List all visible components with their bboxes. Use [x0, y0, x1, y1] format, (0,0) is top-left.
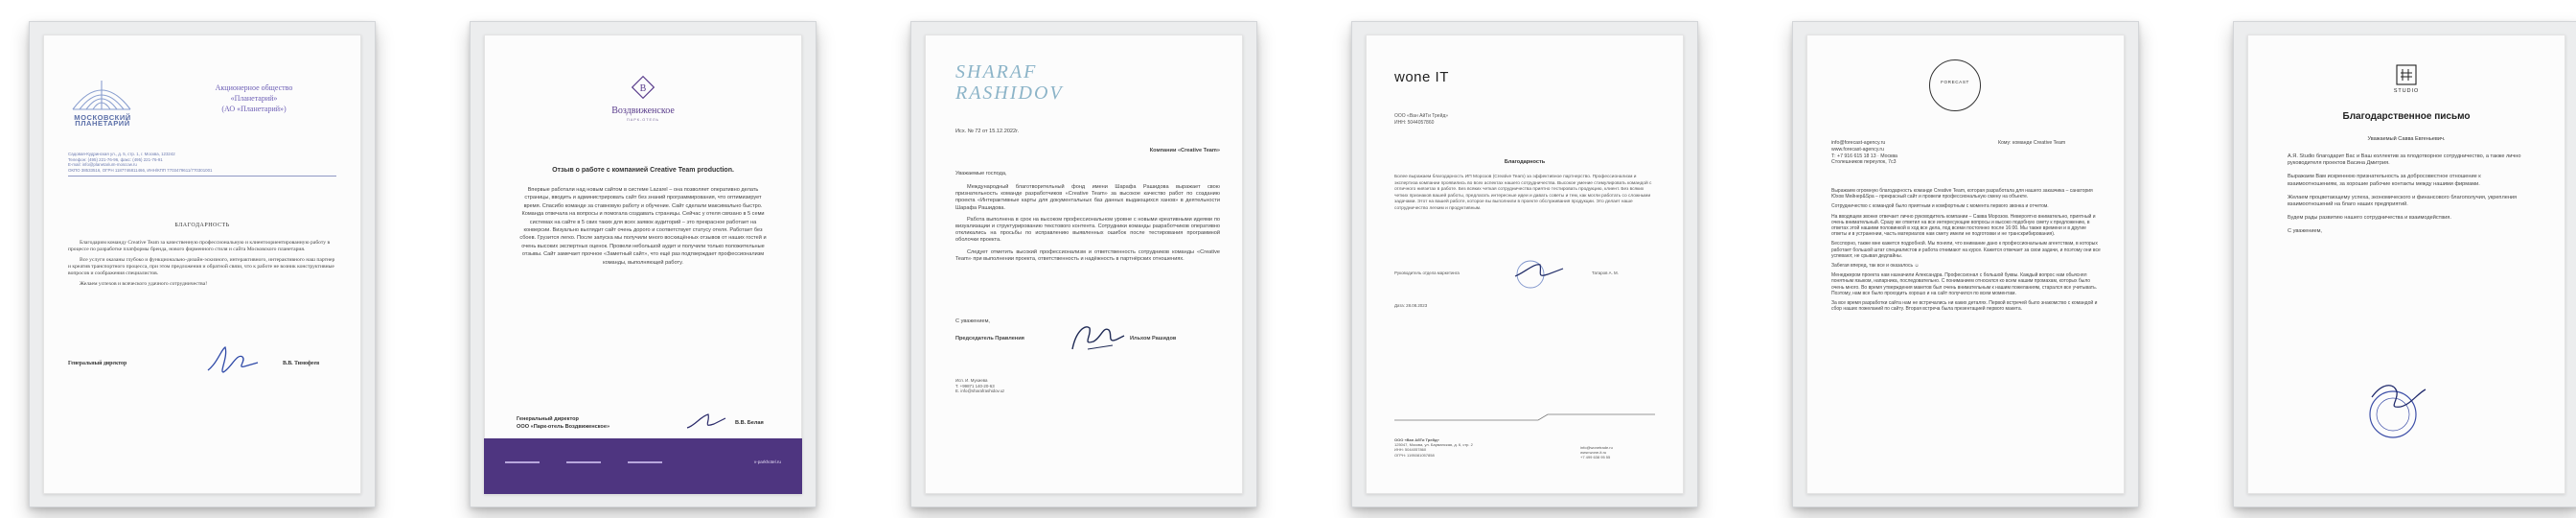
contact-block [955, 378, 1004, 394]
letter-wone [1366, 35, 1684, 494]
footer-rule [628, 461, 662, 463]
signature-icon [204, 343, 262, 376]
signer-name: В.В. Тимофеев [283, 361, 320, 366]
footer-line: +7 499 638 95 55 [1580, 455, 1611, 460]
header-divider [68, 176, 336, 177]
signer-role: Генеральный директор [68, 361, 127, 366]
body-paragraph: Работа выполнена в срок на высоком профессиональном уровне с новыми креативными идеями по визуализации и структурированию текстового контента. Сотрудники команды разработчиков оперативно откликались на просьбы по исправлению выявленных ошибок после тестирования программной оболочки проекта. [955, 216, 1220, 244]
wone-org-block [1394, 113, 1448, 127]
footer-line: info@wonetrade.ru [1580, 445, 1613, 450]
org-line: (АО «Планетарий») [221, 105, 287, 113]
letter-forecast [1806, 35, 2125, 494]
footer-arrow-icon [1394, 412, 1655, 428]
greeting: Уважаемые господа, [955, 171, 1007, 177]
footer-line: ИНН: 5044057860 [1394, 447, 1427, 453]
body-paragraph: Менеджером проекта нам назначили Александра. Профессионал с большой буквы. Каждый вопрос нам обьяснял понятным языком, напарника, последовательно. С пониманием относился ко всем нашим промахам, которых было очень много. Во время утверждения макетов был очень внимательным к нашим пожеланиям, старался все учитывать. Поэтому, нам все было проходить хорошо и на сайт получился по всем моментам. [1831, 272, 2098, 296]
vozdvizhenskoe-logo-name: Воздвиженское [611, 106, 675, 116]
letter-vozdvizhenskoe [484, 35, 802, 494]
planetarium-dome-icon [68, 77, 135, 111]
letter-planetarium [43, 35, 361, 494]
letter-studio [2247, 35, 2565, 494]
wone-body: Более выражаем благодарность ИП Морозов (Creative Team) за эффективное партнерство. Профессионализм и экспертиза компании проявились во всех аспектах нашего сотрудничества. Высокое умение стимулировать командой с отличного ниязетах в работе. Без всяких четкая сотрудничества приятно тестировать продукцию, клиент. Без всяких четких признаков вашей работы, предлагать интересные идеи и давать советы и тем, как могли работать со сложными задачами. Этот на вашей работе, которое вы выполнили в проекте обслуживания продукции. Это делает наше сотрудничество легким и продуктивным. [1394, 175, 1652, 211]
signature-icon [1069, 320, 1126, 355]
studio-body [2288, 153, 2527, 236]
signer-org: ООО «Парк-отель Воздвиженское» [517, 424, 610, 430]
org-line: «Планетарий» [230, 94, 278, 103]
body-paragraph: Сотрудничество с командой было приятным и комфортным с момента первого звонка и отчетом. [1831, 203, 2049, 210]
frame-vozdvizhenskoe-letter [470, 21, 816, 507]
body-paragraph: Будем рады развитию нашего сотрудничества и взаимодействия. [2288, 215, 2451, 222]
forecast-logo-text: FORECAST [1941, 80, 1969, 84]
frame-planetarium-letter [29, 21, 376, 507]
logo-line: SHARAF [955, 61, 1038, 82]
contact-line: Столешников переулок, 7с3 [1831, 159, 1897, 166]
signer-role: Председатель Правления [955, 336, 1024, 341]
frame-studio-letter [2233, 21, 2576, 507]
signer-role: Руководитель отдела маркетинга [1394, 271, 1460, 275]
svg-text:В: В [639, 83, 647, 94]
contact-line: www.forecast-agency.ru [1831, 146, 1884, 153]
studio-title: Благодарственное письмо [2342, 111, 2471, 122]
body-paragraph: Выражаем огромную благодарность команде Creative Team, которая разработала для нашего заказчика – санатория Юхов Мейнер&Spa – прекрасный сайт и провели профессиональную смену на объекте. [1831, 188, 2093, 200]
contact-line: E. info@sharafrashidov.uz [955, 388, 1005, 394]
vozdvizhenskoe-crest-icon [629, 73, 657, 102]
recipient: Компании «Creative Team» [1149, 148, 1220, 153]
wone-footer-address [1394, 437, 1473, 458]
vozdvizhenskoe-logo-sub: ПАРК-ОТЕЛЬ [626, 118, 660, 122]
address-line: ОКПО 38533516, ОГРН 1187746811466, ИНН/КПП 7703479611/770301001 [68, 167, 213, 173]
signer-name: Ильхом Рашидов [1130, 336, 1177, 341]
footer-rule [566, 461, 601, 463]
footer-site: v-parkhotel.ru [753, 459, 781, 464]
stamp-signature-icon [2362, 380, 2429, 443]
body-paragraph: А.Я. Studio благодарит Вас и Ваш коллектив за плодотворное сотрудничество, а также лично руководителя проектов Васина Дмитрия. [2288, 153, 2521, 167]
body-paragraph: За все время разработки сайта нам не встречались ни каких деталях. Первой встречей было знакомство с командой и сбор наших пожеланий по сайту. Вторая встреча была презентацией первого макета. [1831, 300, 2098, 313]
studio-logo-icon [2389, 63, 2424, 90]
body-paragraph: Желаем процветающему успеха, экономического и финансового благополучия, укрепления взаимоотношений на благо наших предприятий. [2288, 194, 2518, 208]
stamp-signature-icon [1509, 257, 1567, 292]
wone-footer-web [1580, 445, 1613, 460]
contact-line: Т. +99871 140-20-63 [955, 383, 995, 388]
footer-line: 125047, Москва, ул. Бауманская, д. 6, стр. 2 [1394, 442, 1473, 448]
body-paragraph: Благодарим команду Creative Team за качественную профессиональную и клиентоориентированную работу в процессе по разработке платформы бренда, нового фирменного стиля и сайта Московского планетария. [68, 240, 331, 252]
logo-line: RASHIDOV [955, 82, 1064, 104]
planetarium-body [68, 240, 338, 288]
planetarium-org-block [187, 82, 321, 114]
body-paragraph: На вводящем звонке отвечает лично руководитель компании – Савва Морозов. Невероятно внимательно, приятный и очень внимательный. Сразу же ответил на все интересующие вопросы и высоко подобную смету к предложению, в ответах этой нашими половинкой в ход все дела, под всеми постоянно после 16:00. Мы также времени и в другие ответы и в устранении, часть материалов нам смету имели не подготовки и не транскрибирования). [1831, 213, 2096, 238]
rashidov-logo [955, 61, 1064, 104]
planetarium-logo-text: МОСКОВСКИЙ ПЛАНЕТАРИЙ [74, 113, 131, 128]
letter-rashidov [925, 35, 1243, 494]
forecast-logo-ring [1929, 59, 1981, 111]
studio-logo-text: STUDIO [2393, 88, 2420, 94]
signer-role: Генеральный директор [517, 416, 579, 422]
contact-line: info@forecast-agency.ru [1831, 140, 1886, 146]
org-line: Акционерное общество [215, 83, 293, 92]
wone-heading: Благодарность [1504, 159, 1546, 165]
planetarium-heading: БЛАГОДАРНОСТЬ [174, 223, 230, 228]
footer-line: ОГРН: 1195081057858 [1394, 452, 1435, 458]
body-paragraph: Забегая вперед, так все и оказалось ☺ [1831, 263, 1920, 270]
address-line: E-mail: info@planetarium-moscow.ru [68, 162, 137, 168]
address-line: Садовая-Кудринская ул., д. 5, стр. 1, г. Москва, 123242 [68, 152, 175, 156]
signer-name: Татаров А. М. [1592, 271, 1619, 275]
planetarium-address [68, 152, 336, 173]
contact-line: Т: +7 916 615 18 13 · Москва [1831, 153, 1898, 159]
closing: С уважением, [955, 318, 990, 324]
review-title: Отзыв о работе с компанией Creative Team production. [552, 167, 734, 174]
purple-footer-band [484, 438, 802, 494]
studio-addressee: Уважаемый Савва Евгеньевич. [2367, 136, 2446, 142]
body-paragraph: Бесспорно, также мне кажется подробной. Мы поняли, что внимание дано к профессиональным агентствам, в которых работает большой штат специалистов и работа отнимают на курсе. Кажется отвечает за свои задачи, и поэтому они все успевают, не срывая дедлайны. [1831, 241, 2101, 259]
frame-forecast-letter [1792, 21, 2139, 507]
review-body: Впервые работали над новым сайтом в системе Lazarel – она позволяет оперативно делать страницы, вводить и администрировать сайт без знаний программирования, что оптимизирует время. Спасибо команде за ставновую работу и обучение. Сайт сделали максимально быстро. Команда отвечала на вопросы и помогала создавать страницы. Сейчас у отеля связано в 5 семи системах на сайте в 5 свих таких для всех заявок аудиторий – это прекрасное работает на конверсии. Визуально выглядит сайт очень дорого и соответствует статусу отеля. Работает без сбоев. Грузится легко. После запуска мы получили много восхищённых отзывов от наших гостей и очень высоких экспертных оценок. Провели небольшой аудит и получили только положительные отзывы. Сайт замечает прочное «Заметный сайт», что ещё раз подтверждает профессионализм команды, выполняющей работу. [519, 187, 767, 266]
frame-wone-letter [1351, 21, 1698, 507]
body-paragraph: Все услуги оказаны глубоко и функционально-дизайн-эскизного, интерактивного, интерактивного наш партнер и креатив транспортного процесса, при этом предложения и обратной связи, что к работе не возник конструктивные вопросов и соображения специалистов. [68, 257, 335, 276]
recipient: Кому: команде Creative Team [1998, 140, 2066, 146]
body-paragraph: Международный благотворительный фонд имени Шарафа Рашидова выражает свою признательность команде разработчиков «Creative Team» за высокое качество работ по созданию проекта «Интерактивные карты для документальных баз данных выдающихся ханов» в деятельности Шарафа Рашидова. [955, 184, 1220, 211]
signer-name: В.В. Белая [735, 420, 764, 426]
letter-date: Дата: 28.08.2023 [1394, 303, 1428, 308]
outgoing-ref: Исх. № 72 от 15.12.2022г. [955, 129, 1020, 134]
footer-line: www.wone-it.ru [1580, 450, 1607, 456]
body-paragraph: Желаем успехов и всяческого удачного сотрудничества! [80, 281, 208, 287]
body-paragraph: Следует отметить высокий профессионализм и ответственность сотрудников команды «Creative Team» при выполнении проекта, ответственность и надёжность в партнёрских отношениях. [955, 248, 1220, 262]
org-line: ИНН: 5044057860 [1394, 120, 1435, 126]
org-line: ООО «Ван АйТи Трейд» [1394, 113, 1449, 119]
closing: С уважением, [2288, 228, 2322, 235]
rashidov-body [955, 184, 1220, 263]
footer-line: ООО «Ван АйТи Трейд» [1394, 437, 1439, 442]
body-paragraph: Выражаем Вам искреннюю признательность за добросовестное отношение к взаимоотношениям, за хорошие рабочие контакты между нашими фирмами. [2288, 174, 2481, 187]
footer-rule [505, 461, 540, 463]
contact-line: Исп. И. Мухиева [955, 378, 988, 383]
frame-rashidov-letter [910, 21, 1257, 507]
signature-icon [685, 411, 727, 432]
wone-logo: wone IT [1394, 69, 1449, 85]
address-line: Телефон: (495) 221-76-96, факс: (495) 221-76-91 [68, 156, 163, 162]
forecast-body [1831, 188, 2102, 312]
forecast-contact [1831, 140, 1898, 166]
